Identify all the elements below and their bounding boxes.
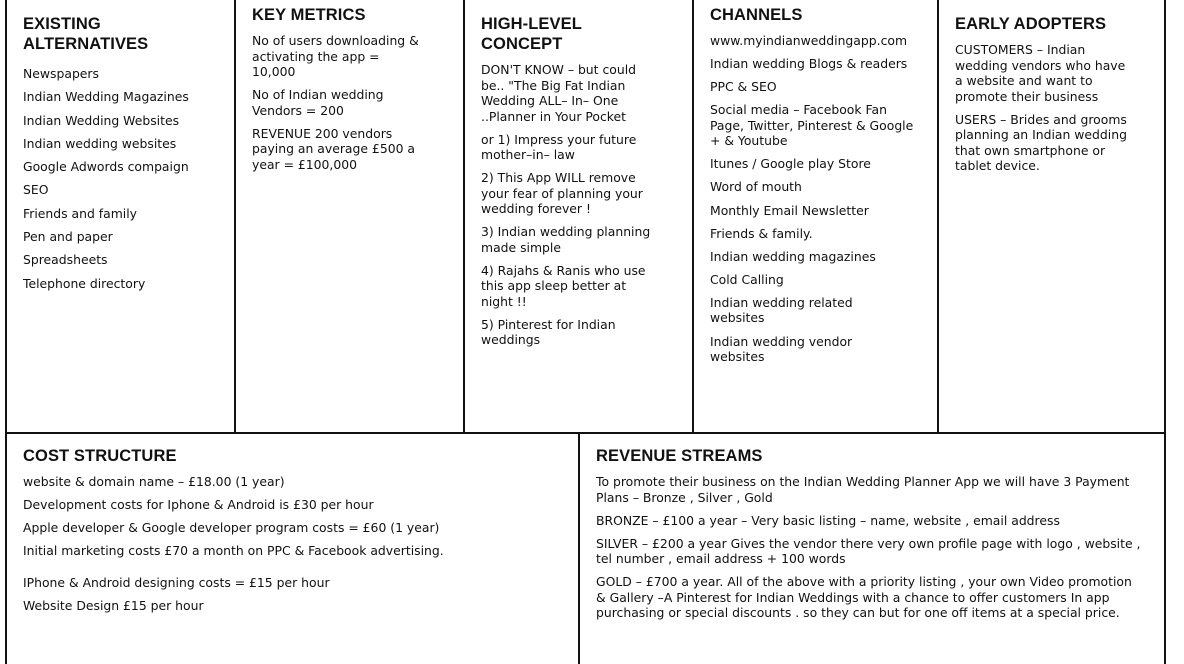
divider-left-border: [5, 0, 7, 664]
list-item: Cold Calling: [710, 271, 784, 287]
list-item: BRONZE – £100 a year – Very basic listing – name, website , email address: [596, 512, 1060, 528]
list-item: Newspapers: [23, 66, 99, 81]
divider-bottom-middle: [578, 433, 580, 664]
list-item: Itunes / Google play Store: [710, 156, 871, 172]
divider-v4: [937, 0, 939, 433]
list-item: SEO: [23, 182, 49, 198]
key-metrics-section: [252, 5, 424, 180]
list-item: USERS – Brides and grooms planning an Indian wedding that own smartphone or tablet device.: [955, 111, 1127, 174]
list-item: Telephone directory: [23, 275, 146, 291]
list-item: 2) This App WILL remove your fear of planning your wedding forever !: [481, 170, 643, 217]
list-item: Development costs for Iphone & Android is £30 per hour: [23, 497, 374, 513]
list-item: No of Indian wedding Vendors = 200: [252, 87, 384, 118]
list-item: www.myindianweddingapp.com: [710, 33, 908, 48]
list-item: Indian Wedding Magazines: [23, 89, 189, 105]
list-item: GOLD – £700 a year. All of the above with a priority listing , your own Video promotion & Gallery –A Pinterest for Indian Weddings with a chance to offer customers In app purchasing or special discounts . so they can but for one off items at a special price.: [596, 574, 1132, 621]
divider-v2: [463, 0, 465, 433]
section-title: EARLY ADOPTERS: [955, 15, 1107, 33]
list-item: Friends & family.: [710, 225, 813, 241]
list-item: Indian wedding magazines: [710, 248, 876, 264]
list-item: Google Adwords compaign: [23, 159, 189, 175]
list-item: Spreadsheets: [23, 252, 108, 268]
list-item: Indian wedding websites: [23, 135, 177, 151]
section-title: REVENUE STREAMS: [596, 447, 763, 465]
cost-structure-section: [23, 446, 563, 621]
list-item: Social media – Facebook Fan Page, Twitter, Pinterest & Google + & Youtube: [710, 102, 914, 149]
list-item: Friends and family: [23, 205, 137, 221]
section-title: CHANNELS: [710, 6, 803, 24]
section-title: HIGH-LEVEL CONCEPT: [481, 15, 582, 53]
list-item: REVENUE 200 vendors paying an average £500 a year = £100,000: [252, 125, 416, 172]
list-item: Word of mouth: [710, 179, 802, 195]
list-item: Monthly Email Newsletter: [710, 202, 869, 218]
list-item: Indian wedding Blogs & readers: [710, 56, 908, 72]
list-item: Pen and paper: [23, 229, 113, 245]
list-item: To promote their business on the Indian Wedding Planner App we will have 3 Payment Plans – Bronze , Silver , Gold: [596, 474, 1130, 505]
list-item: IPhone & Android designing costs = £15 per hour: [23, 574, 330, 590]
divider-v1: [234, 0, 236, 433]
list-item: 3) Indian wedding planning made simple: [481, 224, 651, 255]
revenue-streams-section: [596, 446, 1144, 628]
list-item: Indian wedding vendor websites: [710, 333, 853, 365]
list-item: Website Design £15 per hour: [23, 597, 204, 613]
existing-alternatives-section: [23, 14, 228, 299]
list-item: website & domain name – £18.00 (1 year): [23, 474, 285, 489]
early-adopters-section: [955, 14, 1135, 181]
list-item: SILVER – £200 a year Gives the vendor there very own profile page with logo , website , tel number , email address + 100 words: [596, 535, 1141, 567]
list-item: Indian wedding related websites: [710, 294, 853, 326]
list-item: Indian Wedding Websites: [23, 112, 180, 128]
divider-v3: [692, 0, 694, 433]
channels-section: [710, 5, 920, 372]
divider-horizontal: [5, 432, 1166, 434]
section-title: COST STRUCTURE: [23, 447, 177, 465]
list-item: Apple developer & Google developer program costs = £60 (1 year): [23, 520, 440, 536]
list-item: 5) Pinterest for Indian weddings: [481, 316, 616, 348]
list-item: CUSTOMERS – Indian wedding vendors who have a website and want to promote their business: [955, 42, 1126, 104]
high-level-concept-section: [481, 14, 659, 356]
list-item: 4) Rajahs & Ranis who use this app sleep better at night !!: [481, 262, 646, 309]
list-item: No of users downloading & activating the app = 10,000: [252, 33, 419, 79]
divider-right-border: [1164, 0, 1166, 664]
section-title: EXISTING ALTERNATIVES: [23, 15, 149, 53]
section-title: KEY METRICS: [252, 6, 366, 24]
list-item: or 1) Impress your future mother–in– law: [481, 131, 637, 163]
list-item: DON'T KNOW – but could be.. "The Big Fat Indian Wedding ALL– In– One ..Planner in Your Pocket: [481, 62, 637, 124]
list-item: Initial marketing costs £70 a month on PPC & Facebook advertising.: [23, 543, 444, 559]
list-item: PPC & SEO: [710, 79, 777, 95]
